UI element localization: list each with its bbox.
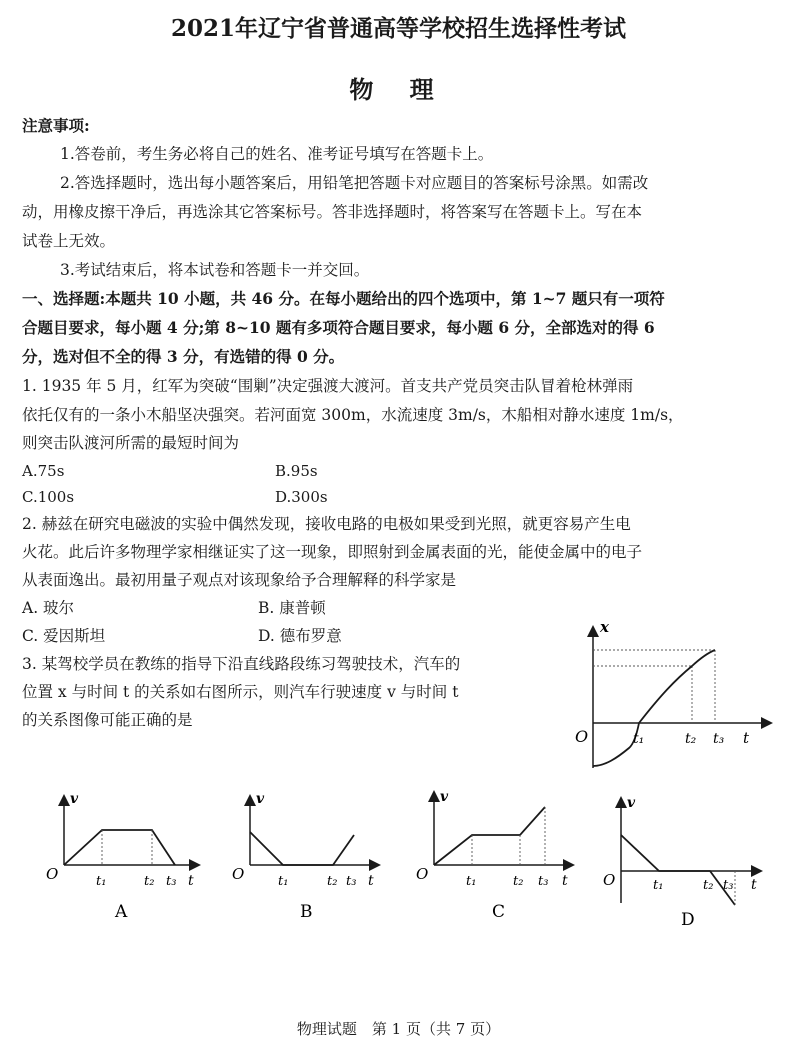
page-footer: 物理试题 第 1 页（共 7 页） <box>296 1020 501 1038</box>
vt-d-v-label: v <box>627 795 636 811</box>
q1-line-2: 依托仅有的一条小木船坚决强突。若河面宽 300m，水流速度 3m/s，木船相对静水速度 1m/s， <box>22 406 684 424</box>
vt-c-v-label: v <box>440 789 449 805</box>
q2-option-a: A. 玻尔 <box>22 599 75 617</box>
vt-a-t2: t₂ <box>144 874 155 889</box>
vt-d-t-label: t <box>751 877 757 893</box>
section-1-line-1: 一、选择题:本题共 10 小题，共 46 分。在每小题给出的四个选项中，第 1~7 题只有一项符 <box>22 289 665 308</box>
xt-t3-label: t₃ <box>713 731 725 747</box>
vt-d-curve <box>621 835 735 905</box>
q2-line-2: 火花。此后许多物理学家相继证实了这一现象，即照射到金属表面的光，能使金属中的电子 <box>22 543 643 561</box>
q2-option-c: C. 爱因斯坦 <box>22 627 106 645</box>
section-1-line-3: 分，选对但不全的得 3 分，有选错的得 0 分。 <box>22 347 345 366</box>
vt-c-letter: C <box>492 902 506 922</box>
xt-graph <box>565 618 780 776</box>
q1-option-d: D.300s <box>275 488 328 506</box>
vt-b-t1: t₁ <box>278 874 289 889</box>
q3-line-2: 位置 x 与时间 t 的关系如右图所示，则汽车行驶速度 v 与时间 t <box>22 683 459 701</box>
xt-t1-label: t₁ <box>633 731 645 747</box>
vt-a-t1: t₁ <box>96 874 107 889</box>
q1-option-b: B.95s <box>275 462 318 480</box>
vt-a-t3: t₃ <box>166 874 177 889</box>
vt-graph-c <box>410 785 580 925</box>
vt-c-t3: t₃ <box>538 874 549 889</box>
vt-a-curve <box>64 830 175 865</box>
vt-b-t2: t₂ <box>327 874 338 889</box>
q1-option-a: A.75s <box>22 462 65 480</box>
xt-curve <box>593 650 715 766</box>
xt-origin-label: O <box>575 727 589 746</box>
q2-line-1: 2. 赫兹在研究电磁波的实验中偶然发现，接收电路的电极如果受到光照，就更容易产生电 <box>22 515 631 533</box>
vt-graph-a <box>40 785 205 925</box>
vt-a-v-label: v <box>70 791 79 807</box>
notice-item-2-line-2: 动，用橡皮擦干净后，再选涂其它答案标号。答非选择题时，将答案写在答题卡上。写在本 <box>22 203 643 221</box>
vt-c-t2: t₂ <box>513 874 524 889</box>
xt-t2-label: t₂ <box>685 731 697 747</box>
vt-a-t-label: t <box>188 873 194 889</box>
vt-b-curve <box>250 832 354 865</box>
vt-c-curve <box>434 807 545 865</box>
notice-item-1: 1.答卷前，考生务必将自己的姓名、准考证号填写在答题卡上。 <box>60 145 494 163</box>
q1-line-3: 则突击队渡河所需的最短时间为 <box>22 434 240 452</box>
exam-title: 2021年辽宁省普通高等学校招生选择性考试 <box>170 15 626 42</box>
vt-c-origin: O <box>416 865 429 883</box>
vt-b-t3: t₃ <box>346 874 357 889</box>
subject-title: 物 理 <box>349 75 448 104</box>
xt-x-label: x <box>600 618 609 636</box>
vt-d-t1: t₁ <box>653 878 664 893</box>
vt-a-letter: A <box>115 902 128 922</box>
q2-line-3: 从表面逸出。最初用量子观点对该现象给予合理解释的科学家是 <box>22 571 457 589</box>
vt-graph-b <box>228 785 393 925</box>
vt-b-t-label: t <box>368 873 374 889</box>
xt-t-label: t <box>743 729 750 747</box>
notice-item-2-line-1: 2.答选择题时，选出每小题答案后，用铅笔把答题卡对应题目的答案标号涂黑。如需改 <box>60 174 649 192</box>
vt-graph-d <box>595 785 770 935</box>
vt-d-t2: t₂ <box>703 878 714 893</box>
q2-option-d: D. 德布罗意 <box>258 627 342 645</box>
vt-d-letter: D <box>681 910 695 930</box>
vt-c-t-label: t <box>562 873 568 889</box>
vt-b-v-label: v <box>256 791 265 807</box>
q3-line-1: 3. 某驾校学员在教练的指导下沿直线路段练习驾驶技术，汽车的 <box>22 655 461 673</box>
notice-heading: 注意事项: <box>22 116 90 135</box>
vt-b-letter: B <box>300 902 313 922</box>
vt-a-origin: O <box>46 865 59 883</box>
vt-d-origin: O <box>603 871 616 889</box>
vt-b-origin: O <box>232 865 245 883</box>
q3-line-3: 的关系图像可能正确的是 <box>22 711 193 729</box>
notice-item-3: 3.考试结束后，将本试卷和答题卡一并交回。 <box>60 261 370 279</box>
section-1-line-2: 合题目要求，每小题 4 分;第 8~10 题有多项符合题目要求，每小题 6 分，全部选对的得 6 <box>22 318 655 337</box>
q1-line-1: 1. 1935 年 5 月，红军为突破“围剿”决定强渡大渡河。首支共产党员突击队冒着枪林弹雨 <box>22 377 634 395</box>
q2-option-b: B. 康普顿 <box>258 599 326 617</box>
vt-c-t1: t₁ <box>466 874 477 889</box>
notice-item-2-line-3: 试卷上无效。 <box>22 232 116 250</box>
q1-option-c: C.100s <box>22 488 75 506</box>
vt-d-t3: t₃ <box>723 878 734 893</box>
